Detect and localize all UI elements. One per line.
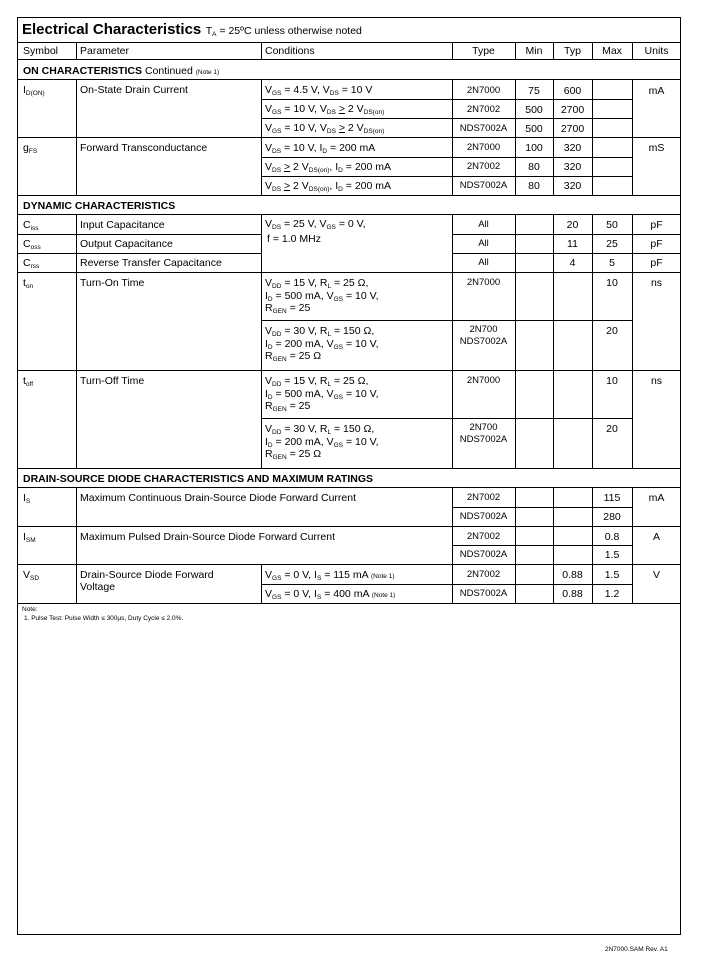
- units-cell: pF: [650, 238, 663, 250]
- cond-gfs-2: $V_{DS} > 2$ $V_{DS(on)}$, $I_D = 200$ mA: [265, 161, 392, 174]
- max-cell: 10: [606, 277, 618, 289]
- cond-id-1: $V_{GS} = 4.5$ V, $V_{DS} = 10$ V: [265, 84, 373, 97]
- cond-vsd-1: $V_{GS} = 0$ V, $I_S = 115$ mA (Note 1): [265, 569, 395, 582]
- cond-vsd-2: $V_{GS} = 0$ V, $I_S = 400$ mA (Note 1): [265, 588, 396, 601]
- rule: [17, 564, 681, 565]
- typ-cell: 20: [566, 219, 579, 231]
- note-label: Note:: [22, 606, 38, 613]
- rule: [452, 79, 453, 195]
- min-cell: 100: [525, 142, 543, 154]
- rule: [553, 487, 554, 603]
- type-cell: 2N7002: [466, 492, 501, 503]
- units-cell: pF: [650, 257, 663, 269]
- type-cell: 2N7000: [466, 375, 501, 386]
- param-reverse-cap: Reverse Transfer Capacitance: [80, 257, 222, 269]
- rule: [592, 487, 593, 603]
- rule: [452, 487, 453, 603]
- typ-cell: 11: [567, 238, 578, 250]
- type-cell: All: [478, 219, 489, 230]
- rule: [553, 214, 554, 468]
- max-cell: 20: [606, 423, 618, 435]
- sym-toff: $t_{off}$: [23, 375, 34, 388]
- cond-gfs-3: $V_{DS} > 2$ $V_{DS(on)}$, $I_D = 200$ mA: [265, 180, 392, 193]
- type-cell: All: [478, 257, 489, 268]
- note-text: 1. Pulse Test: Pulse Width ≤ 300µs, Duty Cycle ≤ 2.0%.: [24, 615, 184, 622]
- param-transconductance: Forward Transconductance: [80, 142, 208, 154]
- max-cell: 25: [606, 238, 618, 250]
- max-cell: 1.2: [604, 588, 620, 600]
- rule: [515, 487, 516, 603]
- units-cell: mA: [648, 492, 665, 504]
- typ-cell: 2700: [560, 123, 585, 135]
- cond-gfs-1: $V_{DS} = 10$ V, $I_D = 200$ mA: [265, 142, 376, 155]
- rule: [17, 370, 681, 371]
- sym-crss: $C_{rss}$: [23, 257, 40, 270]
- type-cell: NDS7002A: [459, 511, 508, 522]
- param-turn-on: Turn-On Time: [80, 277, 145, 289]
- col-min: Min: [525, 45, 543, 57]
- col-max: Max: [602, 45, 622, 57]
- rule: [261, 79, 262, 195]
- rule: [17, 487, 681, 488]
- rule: [261, 118, 632, 119]
- rule: [592, 79, 593, 195]
- rule: [76, 487, 77, 603]
- rule: [17, 468, 681, 469]
- max-cell: 280: [603, 511, 621, 523]
- rule: [17, 195, 681, 196]
- col-typ: Typ: [564, 45, 581, 57]
- rule: [17, 42, 681, 43]
- sym-id-on: $I_{D(ON)}$: [23, 84, 45, 97]
- type-cell: NDS7002A: [459, 434, 508, 445]
- param-turn-off: Turn-Off Time: [80, 375, 145, 387]
- rule: [261, 42, 262, 59]
- sym-coss: $C_{oss}$: [23, 238, 41, 251]
- rule: [452, 507, 632, 508]
- units-cell: ns: [650, 277, 663, 289]
- rule: [76, 214, 77, 468]
- param-pulsed-diode-current: Maximum Pulsed Drain-Source Diode Forward Current: [80, 531, 336, 543]
- rule: [17, 253, 261, 254]
- sym-ton: $t_{on}$: [23, 277, 34, 290]
- cond-id-2: $V_{GS} = 10$ V, $V_{DS} > 2$ $V_{DS(on)}$: [265, 103, 385, 116]
- rule: [76, 42, 77, 59]
- min-cell: 500: [525, 123, 543, 135]
- max-cell: 1.5: [604, 549, 620, 561]
- rule: [452, 253, 681, 254]
- sym-vsd: $V_{SD}$: [23, 569, 40, 582]
- min-cell: 75: [528, 85, 540, 97]
- param-continuous-diode-current: Maximum Continuous Drain-Source Diode Forward Current: [80, 492, 357, 504]
- typ-cell: 0.88: [562, 588, 583, 600]
- section-on-header: ON CHARACTERISTICS Continued (Note 1): [23, 65, 220, 77]
- min-cell: 500: [525, 104, 543, 116]
- rule: [261, 99, 632, 100]
- rule: [17, 526, 681, 527]
- rule: [515, 214, 516, 468]
- cond-toff-2: $V_{DD} = 30$ V, $R_L = 150$ Ω, $I_D = 200$ mA, $V_{GS} = 10$ V, $R_{GEN} = 25$ Ω: [265, 423, 379, 461]
- rule: [17, 79, 681, 80]
- typ-cell: 320: [563, 180, 582, 192]
- rule: [452, 545, 632, 546]
- type-cell: All: [478, 238, 489, 249]
- max-cell: 0.8: [604, 531, 620, 543]
- max-cell: 115: [603, 492, 621, 504]
- typ-cell: 320: [563, 142, 582, 154]
- type-cell: NDS7002A: [459, 336, 508, 347]
- rule: [632, 214, 633, 468]
- type-cell: NDS7002A: [459, 588, 508, 599]
- type-cell: 2N7002: [466, 569, 501, 580]
- max-cell: 10: [606, 375, 618, 387]
- min-cell: 80: [528, 180, 540, 192]
- param-on-state-current: On-State Drain Current: [80, 84, 188, 96]
- rule: [17, 603, 681, 604]
- rule: [17, 59, 681, 60]
- rule: [261, 418, 632, 419]
- cond-ton-1: $V_{DD} = 15$ V, $R_L = 25$ Ω, $I_D = 500$ mA, $V_{GS} = 10$ V, $R_{GEN} = 25$: [265, 277, 379, 315]
- units-cell: mS: [648, 142, 665, 154]
- rule: [632, 487, 633, 603]
- type-cell: 2N7000: [466, 85, 501, 96]
- col-type: Type: [472, 45, 495, 57]
- section-diode-header: DRAIN-SOURCE DIODE CHARACTERISTICS AND MAXIMUM RATINGS: [23, 473, 373, 485]
- min-cell: 80: [528, 161, 540, 173]
- col-units: Units: [644, 45, 669, 57]
- sym-ism: $I_{SM}$: [23, 531, 36, 544]
- cond-id-3: $V_{GS} = 10$ V, $V_{DS} > 2$ $V_{DS(on)}$: [265, 122, 385, 135]
- typ-cell: 320: [563, 161, 582, 173]
- type-cell: 2N7002: [466, 161, 501, 172]
- rule: [261, 176, 632, 177]
- rule: [261, 564, 262, 603]
- max-cell: 5: [609, 257, 615, 269]
- rule: [261, 584, 632, 585]
- cond-cap-freq: f = 1.0 MHz: [267, 233, 321, 245]
- param-input-cap: Input Capacitance: [80, 219, 165, 231]
- type-cell: 2N7000: [466, 277, 501, 288]
- col-symbol: Symbol: [23, 45, 59, 57]
- col-conditions: Conditions: [265, 45, 315, 57]
- cond-cap-1: $V_{DS} = 25$ V, $V_{GS} = 0$ V,: [265, 218, 366, 231]
- type-cell: 2N7002: [466, 104, 501, 115]
- title-block: [22, 21, 362, 39]
- max-cell: 1.5: [604, 569, 620, 581]
- type-cell: NDS7002A: [459, 549, 508, 560]
- rule: [17, 214, 681, 215]
- footer-doc-id: 2N7000.SAM Rev. A1: [605, 946, 668, 953]
- type-cell: NDS7002A: [459, 123, 508, 134]
- units-cell: V: [652, 569, 660, 581]
- type-cell: 2N700: [469, 324, 498, 335]
- max-cell: 50: [606, 219, 618, 231]
- units-cell: A: [652, 531, 660, 543]
- sym-gfs: $g_{FS}$: [23, 142, 38, 155]
- rule: [261, 320, 632, 321]
- typ-cell: 2700: [560, 104, 585, 116]
- type-cell: NDS7002A: [459, 180, 508, 191]
- units-cell: ns: [650, 375, 663, 387]
- type-cell: 2N7000: [466, 142, 501, 153]
- rule: [261, 214, 262, 468]
- max-cell: 20: [606, 325, 618, 337]
- rule: [76, 79, 77, 195]
- typ-cell: 0.88: [562, 569, 583, 581]
- col-parameter: Parameter: [80, 45, 130, 57]
- typ-cell: 600: [563, 85, 582, 97]
- page-title: Electrical Characteristics: [22, 21, 202, 38]
- type-cell: 2N7002: [466, 531, 501, 542]
- param-output-cap: Output Capacitance: [80, 238, 173, 250]
- units-cell: pF: [650, 219, 663, 231]
- sym-is: $I_S$: [23, 492, 31, 505]
- rule: [452, 234, 681, 235]
- type-cell: 2N700: [469, 422, 498, 433]
- rule: [17, 234, 261, 235]
- section-dynamic-header: DYNAMIC CHARACTERISTICS: [23, 200, 176, 212]
- param-diode-forward-voltage: Drain-Source Diode Forward Voltage: [80, 569, 214, 593]
- rule: [17, 272, 681, 273]
- rule: [261, 157, 632, 158]
- sym-ciss: $C_{iss}$: [23, 219, 39, 232]
- cond-ton-2: $V_{DD} = 30$ V, $R_L = 150$ Ω, $I_D = 200$ mA, $V_{GS} = 10$ V, $R_{GEN} = 25$ Ω: [265, 325, 379, 363]
- title-condition: $T_A$ = 25ºC unless otherwise noted: [205, 25, 362, 38]
- cond-toff-1: $V_{DD} = 15$ V, $R_L = 25$ Ω, $I_D = 500$ mA, $V_{GS} = 10$ V, $R_{GEN} = 25$: [265, 375, 379, 413]
- rule: [17, 137, 681, 138]
- units-cell: mA: [648, 85, 665, 97]
- typ-cell: 4: [569, 257, 576, 269]
